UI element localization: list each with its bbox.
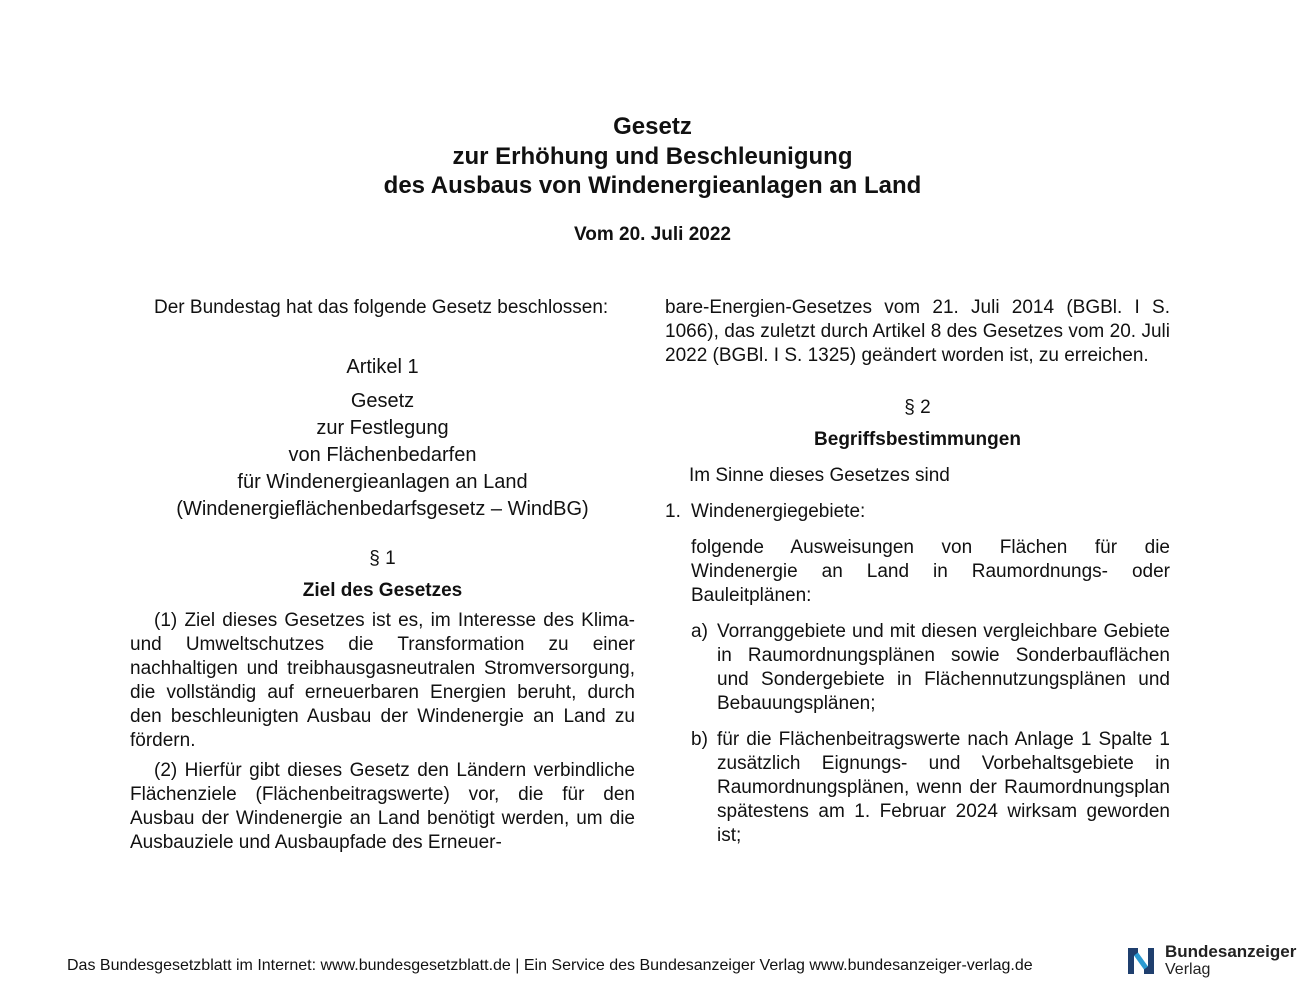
right-column: [665, 296, 1170, 848]
list-item-1-description: folgende Ausweisungen von Flächen für die Windenergie an Land in Raumordnungs- oder Bauleitplänen:: [691, 537, 1170, 606]
document-date: Vom 20. Juli 2022: [573, 224, 731, 245]
title-line-2: zur Erhöhung und Beschleunigung: [452, 142, 853, 170]
logo-line-1: Bundesanzeiger: [1165, 942, 1297, 961]
logo-line-2: Verlag: [1165, 961, 1211, 978]
law-title-line: (Windenergieflächenbedarfsgesetz – WindBG): [176, 498, 589, 520]
logo-wordmark: [1165, 943, 1296, 979]
list-item-text: Windenergiegebiete:: [691, 501, 866, 522]
publisher-logo: [1125, 943, 1296, 979]
intro-paragraph: Der Bundestag hat das folgende Gesetz beschlossen:: [154, 297, 609, 318]
law-title: [130, 388, 635, 523]
title-line-3: des Ausbaus von Windenergieanlagen an Land: [383, 172, 922, 199]
sub-item-label: a): [691, 621, 708, 642]
section-1-paragraph-2: (2) Hierfür gibt dieses Gesetz den Ländern verbindliche Flächenziele (Flächenbeitragswerte) vor, die für den Ausbau der Windenergie an Land benötigt werden, um die Ausbauziele und Ausbaupfade des Erneuer-: [130, 760, 635, 853]
continuation-paragraph: bare-Energien-Gesetzes vom 21. Juli 2014 (BGBl. I S. 1066), das zuletzt durch Artikel 8 des Gesetzes vom 20. Juli 2022 (BGBl. I S. 1325) geändert worden ist, zu erreichen.: [665, 297, 1170, 366]
law-title-line: für Windenergieanlagen an Land: [237, 471, 528, 493]
list-item-label: 1.: [665, 501, 681, 522]
title-line-1: Gesetz: [613, 113, 692, 140]
section-2-number: § 2: [904, 397, 931, 418]
section-2-heading: Begriffsbestimmungen: [814, 429, 1021, 450]
sub-item-label: b): [691, 729, 708, 750]
section-1-number: § 1: [369, 548, 396, 569]
document-title: [0, 112, 1305, 201]
law-title-line: Gesetz: [350, 390, 415, 412]
footer-text: Das Bundesgesetzblatt im Internet: www.bundesgesetzblatt.de | Ein Service des Bundesanzeiger Verlag www.bundesanzeiger-verlag.de: [67, 957, 1033, 974]
sub-item-text: für die Flächenbeitragswerte nach Anlage 1 Spalte 1 zusätzlich Eignungs- und Vorbehaltsgebiete in Raumordnungsplänen, wenn der Raumordnungsplan spätestens am 1. Februar 2024 wirksam geworden ist;: [717, 729, 1170, 846]
bundesanzeiger-logo-icon: [1125, 944, 1157, 978]
section-2-intro: Im Sinne dieses Gesetzes sind: [689, 465, 950, 486]
law-title-line: von Flächenbedarfen: [288, 444, 477, 466]
list-item-1: [665, 500, 1170, 524]
sub-item-text: Vorranggebiete und mit diesen vergleichbare Gebiete in Raumordnungsplänen sowie Sonderbauflächen und Sondergebiete in Flächennutzungsplänen und Bebauungsplänen;: [717, 621, 1170, 714]
section-1-heading: Ziel des Gesetzes: [302, 580, 463, 601]
left-column: [130, 296, 635, 855]
section-1-paragraph-1: (1) Ziel dieses Gesetzes ist es, im Interesse des Klima- und Umweltschutzes die Transformation zu einer nachhaltigen und treibhausgasneutralen Stromversorgung, die vollständig auf erneuerbaren Energien beruht, durch den beschleunigten Ausbau der Windenergie an Land zu fördern.: [130, 610, 635, 751]
sub-item-a: [691, 620, 1170, 716]
artikel-heading: Artikel 1: [346, 356, 419, 378]
sub-item-b: [691, 728, 1170, 848]
law-title-line: zur Festlegung: [316, 417, 449, 439]
